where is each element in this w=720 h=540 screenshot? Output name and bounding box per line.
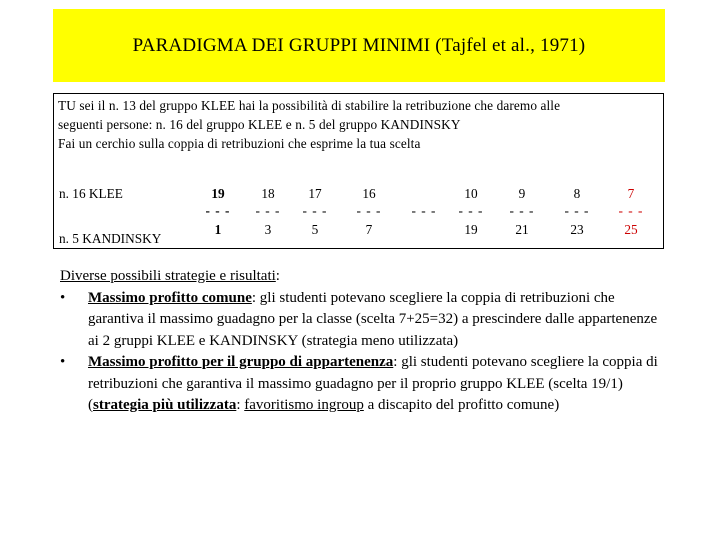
value-klee: 18 (261, 186, 275, 201)
instruction-line: TU sei il n. 13 del gruppo KLEE hai la possibilità di stabilire la retribuzione che daremo alle (58, 98, 561, 113)
section-heading: Diverse possibili strategie e risultati: (60, 268, 280, 284)
instruction-line: seguenti persone: n. 16 del gruppo KLEE e n. 5 del gruppo KANDINSKY (58, 117, 461, 132)
separator-dashes: - - - (356, 203, 382, 218)
value-klee: 7 (627, 186, 635, 201)
instruction-line: Fai un cerchio sulla coppia di retribuzioni che esprime la tua scelta (58, 136, 421, 151)
separator-dashes: - - - (302, 203, 328, 218)
value-klee: 10 (464, 186, 478, 201)
strategy-name: Massimo profitto comune (88, 289, 252, 306)
value-klee: 9 (518, 186, 526, 201)
section-heading-text: Diverse possibili strategie e risultati (60, 268, 276, 284)
row-label-kandinsky: n. 5 KANDINSKY (59, 231, 162, 246)
title-citation: (Tajfel et al., 1971) (435, 34, 586, 56)
separator-dashes: - - - (509, 203, 535, 218)
row-label-klee: n. 16 KLEE (59, 186, 123, 201)
strategies-section (60, 266, 660, 417)
page-title (133, 35, 586, 57)
list-item-text: Massimo profitto per il gruppo di appartenenza: gli studenti potevano scegliere la coppia di retribuzioni che garantiva il massimo guadagno per il proprio gruppo KLEE (scelta 19/1) (strategia più utilizzata: favoritismo ingroup a discapito del profitto comune) (88, 354, 658, 413)
value-klee: 16 (362, 186, 376, 201)
bullet-icon: • (60, 289, 66, 306)
separator-dashes: - - - (564, 203, 590, 218)
value-kandinsky: 25 (624, 222, 638, 237)
value-klee: 17 (308, 186, 322, 201)
strategy-name: Massimo profitto per il gruppo di appartenenza (88, 354, 394, 370)
list-item (60, 288, 660, 353)
list-item-text: Massimo profitto comune: gli studenti potevano scegliere la coppia di retribuzioni che garantiva il massimo guadagno per la classe (scelta 7+25=32) a prescindere dalle appartenenze ai 2 gruppi KLEE e KANDINSKY (strategia meno utilizzata) (88, 289, 658, 349)
ingroup-term: favoritismo ingroup (244, 397, 364, 413)
value-klee: 19 (211, 186, 225, 201)
list-item (60, 352, 660, 417)
value-klee: 8 (573, 186, 581, 201)
value-kandinsky: 19 (464, 222, 478, 237)
separator-dashes: - - - (618, 203, 644, 218)
title-main: PARADIGMA DEI GRUPPI MINIMI (132, 34, 431, 56)
separator-dashes: - - - (411, 203, 437, 218)
strategy-note: strategia più utilizzata (93, 397, 237, 413)
title-banner (53, 9, 665, 82)
value-kandinsky: 1 (214, 222, 222, 237)
separator-dashes: - - - (255, 203, 281, 218)
bullet-icon: • (60, 354, 66, 370)
value-kandinsky: 7 (365, 222, 373, 237)
value-kandinsky: 23 (570, 222, 584, 237)
value-kandinsky: 5 (311, 222, 319, 237)
separator-dashes: - - - (458, 203, 484, 218)
value-kandinsky: 21 (515, 222, 529, 237)
instructions (58, 96, 658, 153)
value-kandinsky: 3 (264, 222, 272, 237)
separator-dashes: - - - (205, 203, 231, 218)
